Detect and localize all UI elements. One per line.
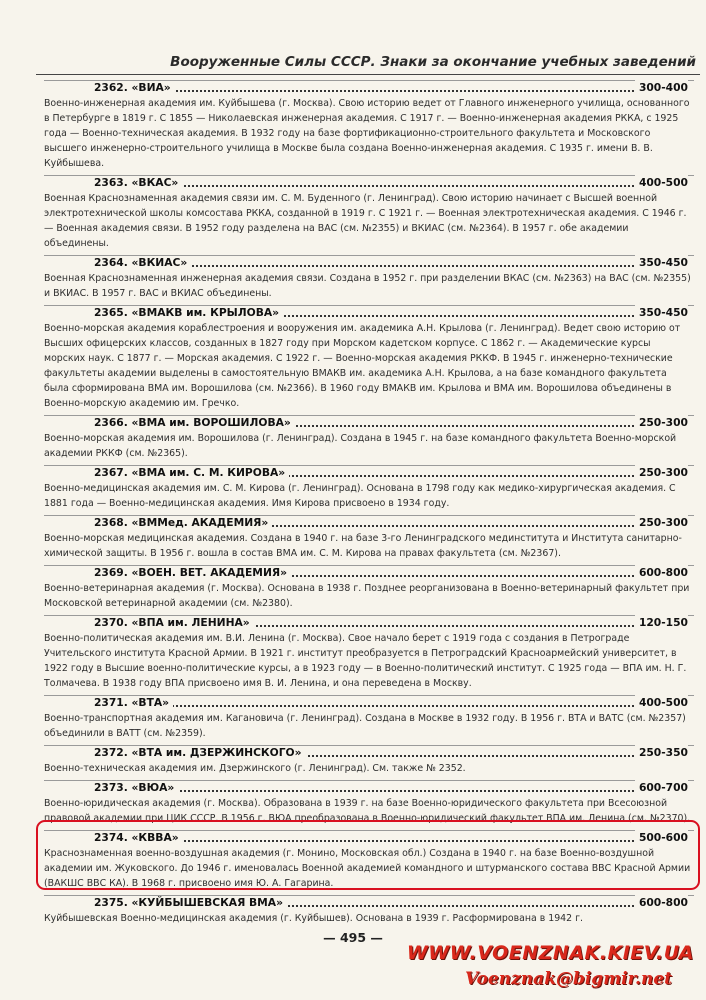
- entry-heading: [44, 615, 694, 631]
- entry-heading: [44, 80, 694, 96]
- entry-title: 2365. «ВМАКВ им. КРЫЛОВА»: [94, 306, 283, 319]
- entry-price: 600-800: [635, 895, 688, 911]
- entry-price: 400-500: [635, 695, 688, 711]
- entry-heading: [44, 830, 694, 846]
- entry-description: Военно-юридическая академия (г. Москва). Образована в 1939 г. на базе Военно-юридического факультета при Всесоюзной правовой академии при ЦИК СССР. В 1956 г. ВЮА преобразована в Военно-юридический факультет ВПА им. Ленина (см. №2370).: [44, 798, 691, 824]
- catalog-entries: [44, 79, 694, 929]
- entry-heading: [44, 695, 694, 711]
- entry-description: Краснознаменная военно-воздушная академия (г. Монино, Московская обл.) Создана в 1940 г. на базе Военно-воздушной академии им. Жуковского. До 1946 г. именовалась Военной академией командного и штурманского состава ВВС Красной Армии (ВАКШС ВВС КА). В 1968 г. присвоено имя Ю. А. Гагарина.: [44, 848, 691, 889]
- entry-description: Военная Краснознаменная академия связи им. С. М. Буденного (г. Ленинград). Свою историю начинает с Высшей военной электротехнической школы комсостава РККА, созданной в 1919 г. С 1921 г. — Военная электротехническая академия. С 1946 г. — Военная академия связи. В 1952 году разделена на ВАС (см. №2355) и ВКИАС (см. №2364). В 1957 г. обе академии объединены.: [44, 193, 687, 249]
- entry-price: 120-150: [635, 615, 688, 631]
- entry-heading: [44, 895, 694, 911]
- catalog-entry-2366: [44, 415, 694, 464]
- catalog-entry-2362: [44, 80, 694, 174]
- entry-heading: [44, 465, 694, 481]
- entry-price: 250-300: [635, 515, 688, 531]
- page-title: Вооруженные Силы СССР. Знаки за окончание учебных заведений: [170, 54, 696, 70]
- entry-description: Военно-морская академия кораблестроения и вооружения им. академика А.Н. Крылова (г. Ленинград). Ведет свою историю от Высших офицерских классов, созданных в 1827 году при Морском кадетском корпусе. С 1862 г. — Академические курсы морских наук. С 1877 г. — Морская академия. С 1922 г. — Военно-морская академия РККФ. В 1945 г. инженерно-технические факультеты академии выделены в самостоятельную ВМАКВ им. академика А.Н. Крылова, а на базе командного факультета была сформирована ВМА им. Ворошилова (см. №2366). В 1960 году ВМАКВ им. Крылова и ВМА им. Ворошилова объединены в Военно-морскую академию им. Гречко.: [44, 323, 681, 409]
- entry-price: 300-400: [635, 80, 688, 96]
- entry-title: 2362. «ВИА»: [94, 81, 175, 94]
- entry-price: 250-350: [635, 745, 688, 761]
- entry-price: 350-450: [635, 255, 688, 271]
- entry-title: 2375. «КУЙБЫШЕВСКАЯ ВМА»: [94, 896, 287, 909]
- entry-title: 2371. «ВТА»: [94, 696, 173, 709]
- entry-description: Военно-инженерная академия им. Куйбышева (г. Москва). Свою историю ведет от Главного инженерного училища, основанного в Петербурге в 1819 г. С 1855 — Николаевская инженерная академия. С 1917 г. — Военно-инженерная академия РККА, с 1925 года — Военно-техническая академия. В 1932 году на базе фортификационно-строительного факультета и Московского высшего инженерно-строительного училища в Москве была создана Военно-инженерная академия. С 1935 г. имени В. В. Куйбышева.: [44, 98, 690, 169]
- entry-title: 2366. «ВМА им. ВОРОШИЛОВА»: [94, 416, 295, 429]
- header-divider: [36, 74, 700, 75]
- catalog-entry-2364: [44, 255, 694, 304]
- catalog-entry-2368: [44, 515, 694, 564]
- entry-description: Военно-техническая академия им. Дзержинского (г. Ленинград). См. также № 2352.: [44, 763, 466, 774]
- entry-description: Военно-морская медицинская академия. Создана в 1940 г. на базе 3-го Ленинградского мединститута и Института санитарно-химической защиты. В 1956 г. вошла в состав ВМА им. С. М. Кирова на правах факультета (см. №2367).: [44, 533, 682, 559]
- catalog-entry-2367: [44, 465, 694, 514]
- entry-heading: [44, 565, 694, 581]
- page-number: — 495 —: [323, 930, 383, 945]
- entry-price: 400-500: [635, 175, 688, 191]
- entry-heading: [44, 415, 694, 431]
- entry-description: Военно-ветеринарная академия (г. Москва). Основана в 1938 г. Позднее реорганизована в Военно-ветеринарный факультет при Московской ветеринарной академии (см. №2380).: [44, 583, 690, 609]
- entry-price: 250-300: [635, 415, 688, 431]
- entry-price: 600-700: [635, 780, 688, 796]
- entry-price: 350-450: [635, 305, 688, 321]
- catalog-entry-2373: [44, 780, 694, 829]
- entry-description: Военно-морская академия им. Ворошилова (г. Ленинград). Создана в 1945 г. на базе командного факультета Военно-морской академии РККФ (см. №2365).: [44, 433, 677, 459]
- entry-price: 500-600: [635, 830, 688, 846]
- catalog-entry-2370: [44, 615, 694, 694]
- catalog-entry-2372: [44, 745, 694, 779]
- entry-heading: [44, 745, 694, 761]
- entry-description: Военно-медицинская академия им. С. М. Кирова (г. Ленинград). Основана в 1798 году как медико-хирургическая академия. С 1881 года — Военно-медицинская академия. Имя Кирова присвоено в 1934 году.: [44, 483, 676, 509]
- entry-title: 2372. «ВТА им. ДЗЕРЖИНСКОГО»: [94, 746, 306, 759]
- entry-description: Куйбышевская Военно-медицинская академия (г. Куйбышев). Основана в 1939 г. Расформирована в 1942 г.: [44, 913, 583, 924]
- entry-title: 2364. «ВКИАС»: [94, 256, 191, 269]
- catalog-entry-2369: [44, 565, 694, 614]
- catalog-entry-2363: [44, 175, 694, 254]
- catalog-entry-2371: [44, 695, 694, 744]
- catalog-entry-2365: [44, 305, 694, 414]
- entry-title: 2373. «ВЮА»: [94, 781, 178, 794]
- page-header: [0, 54, 706, 76]
- entry-heading: [44, 780, 694, 796]
- catalog-entry-2375: [44, 895, 694, 929]
- entry-description: Военная Краснознаменная инженерная академия связи. Создана в 1952 г. при разделении ВКАС (см. №2363) на ВАС (см. №2355) и ВКИАС. В 1957 г. ВАС и ВКИАС объединены.: [44, 273, 691, 299]
- entry-description: Военно-политическая академия им. В.И. Ленина (г. Москва). Свое начало берет с 1919 года с создания в Петрограде Учительского института Красной Армии. В 1921 г. институт преобразуется в Петроградский Красноармейский университет, в 1922 году в Высшие военно-политические курсы, а в 1923 году — в Военно-политический институт. С 1925 года — ВПА им. Н. Г. Толмачева. В 1938 году ВПА присвоено имя В. И. Ленина, и она переведена в Москву.: [44, 633, 687, 689]
- entry-title: 2374. «КВВА»: [94, 831, 183, 844]
- entry-price: 250-300: [635, 465, 688, 481]
- watermark-url: WWW.VOENZNAK.KIEV.UA: [406, 942, 694, 964]
- entry-title: 2367. «ВМА им. С. М. КИРОВА»: [94, 466, 289, 479]
- entry-title: 2368. «ВММед. АКАДЕМИЯ»: [94, 516, 272, 529]
- entry-title: 2370. «ВПА им. ЛЕНИНА»: [94, 616, 254, 629]
- entry-title: 2363. «ВКАС»: [94, 176, 182, 189]
- entry-heading: [44, 305, 694, 321]
- entry-description: Военно-транспортная академия им. Кагановича (г. Ленинград). Создана в Москве в 1932 году. В 1956 г. ВТА и ВАТС (см. №2357) объединили в ВАТТ (см. №2359).: [44, 713, 686, 739]
- catalog-entry-2374: [44, 830, 694, 894]
- entry-heading: [44, 515, 694, 531]
- entry-heading: [44, 175, 694, 191]
- entry-title: 2369. «ВОЕН. ВЕТ. АКАДЕМИЯ»: [94, 566, 291, 579]
- entry-heading: [44, 255, 694, 271]
- entry-price: 600-800: [635, 565, 688, 581]
- watermark-email: Voenznak@bigmir.net: [465, 969, 672, 989]
